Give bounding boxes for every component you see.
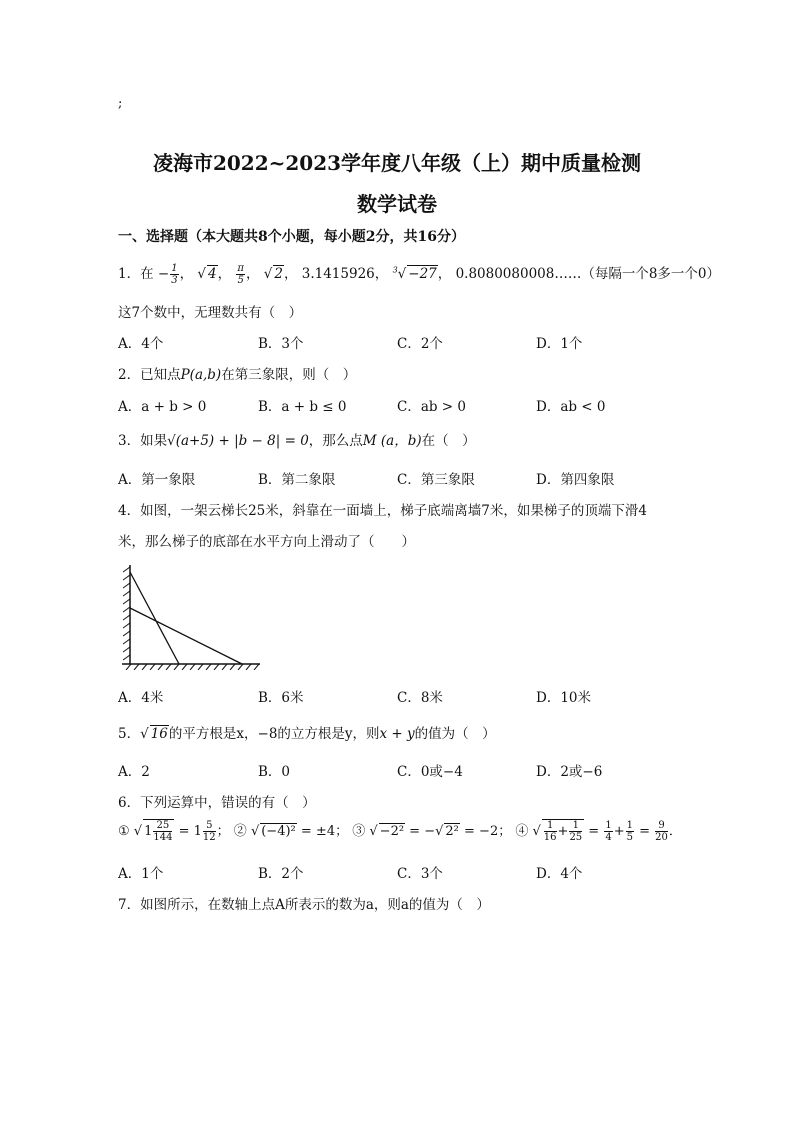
q3-point: M (a，b) (362, 433, 422, 449)
q3-text-b: ，那么点 (308, 433, 363, 449)
q2-option-c: C．ab > 0 (397, 399, 467, 415)
q1-option-c: C．2个 (397, 336, 443, 352)
ladder-original (130, 572, 179, 664)
q1-option-b: B．3个 (258, 336, 304, 352)
q5-option-d: D．2或−6 (536, 764, 603, 780)
ladder-figure (118, 560, 263, 670)
question-1-line2: 这7个数中，无理数共有（ ） (118, 305, 303, 321)
q4-option-a: A．4米 (118, 690, 164, 706)
q3-text-a: 3．如果 (118, 433, 168, 449)
q1-option-d: D．1个 (536, 336, 583, 352)
question-6: 6．下列运算中，错误的有（ ） (118, 795, 316, 811)
q4-option-d: D．10米 (536, 690, 592, 706)
q5-option-b: B．0 (258, 764, 291, 780)
q1-option-a: A．4个 (118, 336, 164, 352)
question-4-line1: 4．如图，一架云梯长25米，斜靠在一面墙上，梯子底端离墙7米，如果梯子的顶端下滑4 (118, 503, 647, 519)
question-5 (118, 722, 496, 742)
q3-text-c: 在（ ） (421, 433, 476, 449)
q5-text-a: 5． (118, 726, 141, 742)
q1-cbrt-neg27: $^3$√ −27 (392, 265, 437, 282)
question-6-items (118, 819, 682, 843)
q1-sqrt2: √ 2 (263, 266, 283, 282)
q5-option-c: C．0或−4 (397, 764, 463, 780)
q3-option-b: B．第二象限 (258, 472, 336, 488)
q1-pi-over-5: $\frac{\pi}{5}$ (237, 263, 244, 286)
q4-option-b: B．6米 (258, 690, 304, 706)
q6-option-c: C．3个 (397, 866, 443, 882)
q6-option-a: A．1个 (118, 866, 164, 882)
section-heading: 一、选择题（本大题共8个小题，每小题2分，共16分） (118, 229, 465, 245)
q5-sqrt16: √ 16 (140, 726, 168, 742)
q5-expression: x + y (379, 726, 415, 742)
q1-decimal: 3.1415926， (301, 266, 389, 282)
question-1-line1: 1．在 − $\frac{1}{3}$ ， √ 4， $\frac{\pi}{5}$ ， √ 2， 3.1415926， $^3$√ −27， 0.8080080008……（每隔一个8多一个0） (118, 263, 721, 286)
q3-expression: √(a+5) + |b − 8| = 0 (167, 433, 309, 449)
q6-item-1: ① √ 1 $\frac{25}{144}$ = 1 $\frac{5}{12}$ ； (118, 820, 230, 843)
question-1-prefix: 1．在 (118, 266, 154, 282)
question-2 (118, 363, 356, 383)
q3-option-d: D．第四象限 (536, 472, 615, 488)
question-7: 7．如图所示，在数轴上点A所表示的数为a，则a的值为（ ） (118, 897, 490, 913)
q5-text-b: 的平方根是x，−8的立方根是y，则 (168, 726, 380, 742)
ladder-slid (130, 608, 242, 664)
q6-option-b: B．2个 (258, 866, 304, 882)
q4-option-c: C．8米 (397, 690, 443, 706)
q2-option-d: D．ab < 0 (536, 399, 606, 415)
page-mark: ; (118, 96, 123, 111)
q3-option-c: C．第三象限 (397, 472, 475, 488)
q1-tail: 0.8080080008……（每隔一个8多一个0） (455, 266, 721, 282)
q6-item-4: ④ √ $\frac{1}{16}$ + $\frac{1}{25}$ = $\frac{1}{4}$ + $\frac{1}{5}$ = $\frac{9}{20}$ ． (515, 820, 682, 843)
q6-item-2: ② √ (−4)² = ±4； (233, 824, 349, 839)
q6-option-d: D．4个 (536, 866, 583, 882)
exam-title: 凌海市2022~2023学年度八年级（上）期中质量检测 (152, 151, 642, 175)
q2-text-a: 2．已知点 (118, 367, 181, 383)
q1-neg-third: − $\frac{1}{3}$ (157, 263, 178, 286)
q2-option-b: B．a + b ≤ 0 (258, 399, 347, 415)
question-4-line2: 米，那么梯子的底部在水平方向上滑动了（ ） (118, 534, 415, 550)
q5-text-c: 的值为（ ） (414, 726, 496, 742)
question-3 (118, 429, 476, 449)
q5-option-a: A．2 (118, 764, 150, 780)
q2-point: P(a,b) (180, 367, 222, 383)
q1-sqrt4: √ 4 (197, 266, 217, 282)
q2-option-a: A．a + b > 0 (118, 399, 207, 415)
q3-option-a: A．第一象限 (118, 472, 196, 488)
q6-item-3: ③ √ −2² = −√ 2² = −2； (352, 824, 512, 839)
exam-subtitle: 数学试卷 (357, 192, 437, 216)
q2-text-b: 在第三象限，则（ ） (221, 367, 357, 383)
